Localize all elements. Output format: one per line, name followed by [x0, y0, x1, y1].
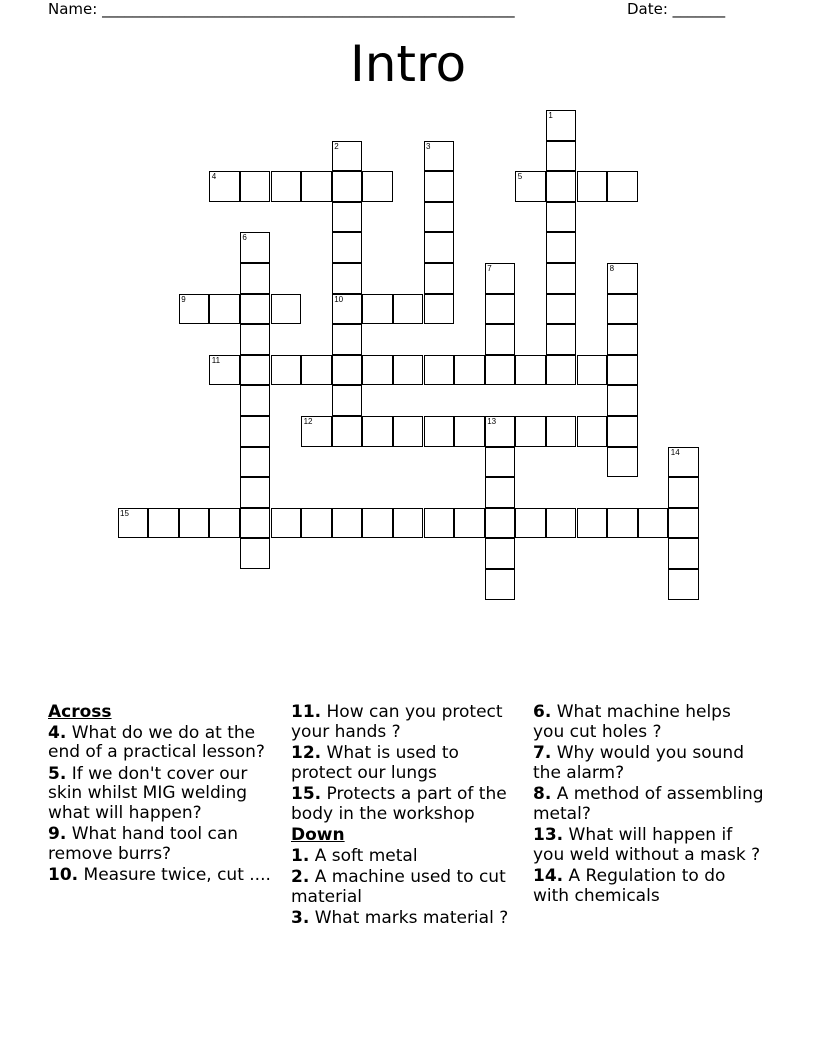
clue-number: 10: [334, 294, 344, 304]
grid-cell[interactable]: [332, 141, 363, 172]
grid-cell[interactable]: [240, 447, 271, 478]
grid-cell[interactable]: [393, 508, 424, 539]
grid-cell[interactable]: [577, 416, 608, 447]
grid-cell[interactable]: [240, 538, 271, 569]
grid-cell[interactable]: [607, 355, 638, 386]
grid-cell[interactable]: [485, 324, 516, 355]
grid-cell[interactable]: [332, 294, 363, 325]
grid-cell[interactable]: [240, 171, 271, 202]
down-heading: Down: [291, 825, 345, 845]
grid-cell[interactable]: [424, 508, 455, 539]
clue-number: 8: [609, 264, 615, 273]
grid-cell[interactable]: [546, 508, 577, 539]
clue-down-13: 13. What will happen if you weld without a mask ?: [533, 825, 761, 865]
grid-cell[interactable]: [668, 477, 699, 508]
grid-cell[interactable]: [393, 294, 424, 325]
grid-cell[interactable]: [577, 171, 608, 202]
grid-cell[interactable]: [454, 416, 485, 447]
grid-cell[interactable]: [515, 171, 546, 202]
grid-cell[interactable]: [240, 508, 271, 539]
grid-cell[interactable]: [485, 294, 516, 325]
clue-column-1: [48, 703, 273, 888]
grid-cell[interactable]: [240, 477, 271, 508]
grid-cell[interactable]: [546, 110, 577, 141]
grid-cell[interactable]: [332, 171, 363, 202]
grid-cell[interactable]: [209, 355, 240, 386]
grid-cell[interactable]: [454, 508, 485, 539]
grid-cell[interactable]: [485, 477, 516, 508]
grid-cell[interactable]: [607, 294, 638, 325]
grid-cell[interactable]: [301, 508, 332, 539]
clue-number: 1: [548, 111, 553, 120]
grid-cell[interactable]: [362, 416, 393, 447]
grid-cell[interactable]: [515, 355, 546, 386]
grid-cell[interactable]: [362, 508, 393, 539]
grid-cell[interactable]: [485, 508, 516, 539]
grid-cell[interactable]: [424, 232, 455, 263]
grid-cell[interactable]: [485, 447, 516, 478]
grid-cell[interactable]: [546, 324, 577, 355]
grid-cell[interactable]: [332, 508, 363, 539]
clue-across-4: 4. What do we do at the end of a practical lesson?: [48, 722, 265, 762]
grid-cell[interactable]: [179, 508, 210, 539]
across-heading: Across: [48, 702, 112, 722]
grid-cell[interactable]: [668, 508, 699, 539]
grid-cell[interactable]: [424, 416, 455, 447]
grid-cell[interactable]: [393, 355, 424, 386]
clue-number: 14: [670, 447, 680, 457]
grid-cell[interactable]: [362, 355, 393, 386]
grid-cell[interactable]: [607, 508, 638, 539]
clue-across-12: 12. What is used to protect our lungs: [291, 743, 459, 783]
grid-cell[interactable]: [240, 294, 271, 325]
grid-cell[interactable]: [668, 538, 699, 569]
grid-cell[interactable]: [424, 171, 455, 202]
clue-number: 11: [211, 355, 221, 365]
clue-number: 6: [242, 233, 247, 243]
grid-cell[interactable]: [332, 355, 363, 386]
grid-cell[interactable]: [240, 355, 271, 386]
grid-cell[interactable]: [577, 508, 608, 539]
grid-cell[interactable]: [209, 508, 240, 539]
clue-down-14: 14. A Regulation to do with chemicals: [533, 866, 726, 906]
grid-cell[interactable]: [332, 416, 363, 447]
clue-down-3: 3. What marks material ?: [291, 908, 509, 928]
grid-cell[interactable]: [332, 202, 363, 233]
clue-down-6: 6. What machine helps you cut holes ?: [533, 702, 731, 742]
grid-cell[interactable]: [424, 355, 455, 386]
grid-cell[interactable]: [179, 294, 210, 325]
clue-across-15: 15. Protects a part of the body in the workshop: [291, 784, 507, 824]
clue-number: 5: [517, 172, 523, 182]
grid-cell[interactable]: [301, 171, 332, 202]
grid-cell[interactable]: [577, 355, 608, 386]
grid-cell[interactable]: [240, 232, 271, 263]
grid-cell[interactable]: [424, 202, 455, 233]
grid-cell[interactable]: [301, 416, 332, 447]
grid-cell[interactable]: [271, 171, 302, 202]
grid-cell[interactable]: [546, 355, 577, 386]
clue-number: 3: [426, 141, 431, 151]
clue-down-8: 8. A method of assembling metal?: [533, 784, 764, 824]
clue-number: 2: [334, 141, 339, 151]
grid-cell[interactable]: [332, 232, 363, 263]
grid-cell[interactable]: [607, 171, 638, 202]
grid-cell[interactable]: [546, 294, 577, 325]
clue-column-3: [533, 703, 765, 908]
grid-cell[interactable]: [546, 416, 577, 447]
grid-cell[interactable]: [424, 141, 455, 172]
grid-cell[interactable]: [271, 294, 302, 325]
grid-cell[interactable]: [301, 355, 332, 386]
grid-cell[interactable]: [271, 508, 302, 539]
grid-cell[interactable]: [485, 538, 516, 569]
clue-number: 15: [120, 508, 129, 518]
grid-cell[interactable]: [240, 263, 271, 294]
grid-cell[interactable]: [209, 171, 240, 202]
clue-down-1: 1. A soft metal: [291, 845, 418, 866]
grid-cell[interactable]: [638, 508, 669, 539]
grid-cell[interactable]: [607, 447, 638, 478]
header: [0, 0, 816, 20]
grid-cell[interactable]: [546, 202, 577, 233]
grid-cell[interactable]: [668, 447, 699, 478]
grid-cell[interactable]: [607, 324, 638, 355]
clue-across-9: 9. What hand tool can remove burrs?: [48, 824, 239, 864]
grid-cell[interactable]: [240, 416, 271, 447]
grid-cell[interactable]: [148, 508, 179, 539]
grid-cell[interactable]: [485, 416, 516, 447]
clue-number: 13: [487, 417, 497, 426]
grid-cell[interactable]: [362, 171, 393, 202]
clue-across-10: 10. Measure twice, cut ....: [48, 865, 271, 885]
clue-number: 9: [181, 294, 186, 304]
grid-cell[interactable]: [607, 263, 638, 294]
grid-cell[interactable]: [362, 294, 393, 325]
grid-cell[interactable]: [393, 416, 424, 447]
grid-cell[interactable]: [424, 294, 455, 325]
clue-across-5: 5. If we don't cover our skin whilst MIG welding what will happen?: [48, 763, 248, 823]
clue-number: 7: [487, 264, 492, 273]
grid-cell[interactable]: [485, 355, 516, 386]
grid-cell[interactable]: [332, 263, 363, 294]
grid-cell[interactable]: [332, 324, 363, 355]
grid-cell[interactable]: [240, 385, 271, 416]
grid-cell[interactable]: [209, 294, 240, 325]
grid-cell[interactable]: [332, 385, 363, 416]
page-title: Intro: [349, 35, 467, 93]
clue-across-11: 11. How can you protect your hands ?: [291, 702, 503, 742]
grid-cell[interactable]: [546, 171, 577, 202]
grid-cell[interactable]: [607, 416, 638, 447]
grid-cell[interactable]: [424, 263, 455, 294]
clue-down-7: 7. Why would you sound the alarm?: [533, 743, 744, 783]
grid-cell[interactable]: [607, 385, 638, 416]
clue-number: 12: [303, 417, 313, 426]
grid-cell[interactable]: [546, 232, 577, 263]
grid-cell[interactable]: [271, 355, 302, 386]
grid-cell[interactable]: [485, 263, 516, 294]
grid-cell[interactable]: [485, 569, 516, 600]
date-field[interactable]: Date: _______: [627, 0, 726, 18]
clue-column-2: [291, 703, 523, 931]
grid-cell[interactable]: [546, 141, 577, 172]
grid-cell[interactable]: [515, 508, 546, 539]
grid-cell[interactable]: [515, 416, 546, 447]
grid-cell[interactable]: [668, 569, 699, 600]
clue-down-2: 2. A machine used to cut material: [291, 867, 506, 907]
name-field[interactable]: Name: _______________________________________________________: [48, 0, 515, 18]
grid-cell[interactable]: [546, 263, 577, 294]
grid-cell[interactable]: [454, 355, 485, 386]
grid-cell[interactable]: [240, 324, 271, 355]
grid-cell[interactable]: [118, 508, 149, 539]
clue-number: 4: [211, 172, 217, 182]
